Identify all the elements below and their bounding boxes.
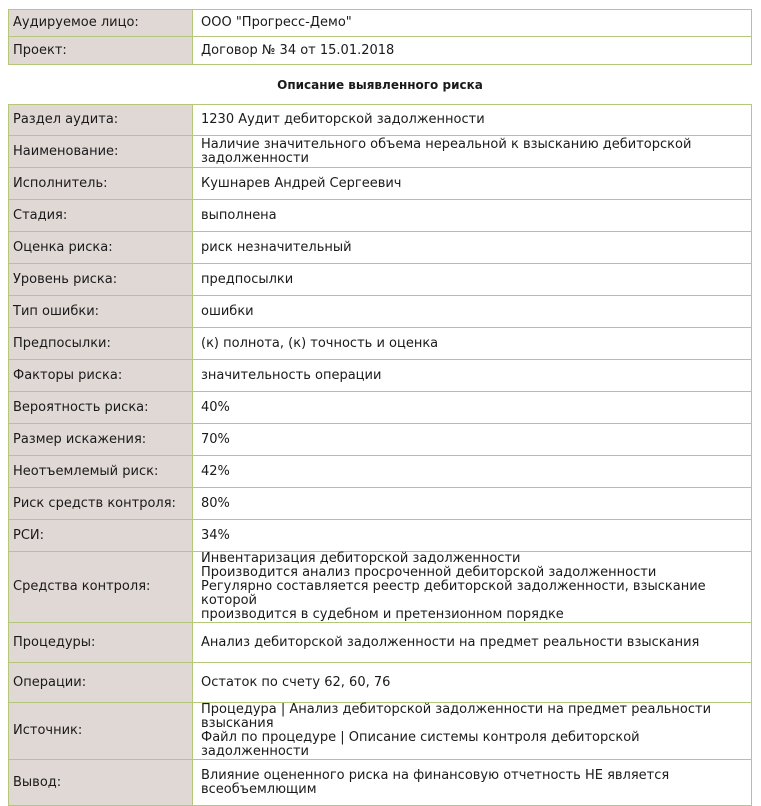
audit-section-value: 1230 Аудит дебиторской задолженности — [193, 104, 752, 136]
stage-row — [8, 200, 752, 232]
name-row — [8, 136, 752, 168]
executor-value: Кушнарев Андрей Сергеевич — [193, 168, 752, 200]
audit-section-row — [8, 104, 752, 136]
distortion-label: Размер искажения: — [8, 424, 193, 456]
name-line: Наличие значительного объема нереальной к взысканию дебиторской — [201, 136, 692, 152]
control-risk-value: 80% — [193, 488, 752, 520]
rsi-row — [8, 520, 752, 552]
audited-entity-row — [8, 9, 752, 37]
procedures-row — [8, 623, 752, 663]
audit-section-label: Раздел аудита: — [8, 104, 193, 136]
probability-row — [8, 392, 752, 424]
error-type-label: Тип ошибки: — [8, 296, 193, 328]
premises-row — [8, 328, 752, 360]
inherent-risk-value: 42% — [193, 456, 752, 488]
audited-entity-label: Аудируемое лицо: — [8, 9, 193, 37]
section-title: Описание выявленного риска — [277, 78, 483, 92]
controls-line: Регулярно составляется реестр дебиторской задолженности, взыскание которой — [201, 579, 706, 608]
assessment-row — [8, 232, 752, 264]
assessment-label: Оценка риска: — [8, 232, 193, 264]
project-label: Проект: — [8, 37, 193, 65]
inherent-risk-row — [8, 456, 752, 488]
premises-label: Предпосылки: — [8, 328, 193, 360]
stage-value: выполнена — [193, 200, 752, 232]
source-row — [8, 703, 752, 760]
stage-label: Стадия: — [8, 200, 193, 232]
error-type-value: ошибки — [193, 296, 752, 328]
controls-value — [193, 552, 752, 623]
factors-value: значительность операции — [193, 360, 752, 392]
premises-value: (к) полнота, (к) точность и оценка — [193, 328, 752, 360]
conclusion-value: Влияние оцененного риска на финансовую отчетность НЕ является всеобъемлющим — [193, 760, 752, 806]
project-value: Договор № 34 от 15.01.2018 — [193, 37, 752, 65]
source-line: Процедура | Анализ дебиторской задолженности на предмет реальности взыскания — [201, 702, 712, 731]
control-risk-row — [8, 488, 752, 520]
project-info-table — [8, 9, 752, 65]
factors-row — [8, 360, 752, 392]
control-risk-label: Риск средств контроля: — [8, 488, 193, 520]
source-line: Файл по процедуре | Описание системы контроля дебиторской задолженности — [201, 730, 640, 759]
controls-label: Средства контроля: — [8, 552, 193, 623]
distortion-row — [8, 424, 752, 456]
conclusion-row — [8, 760, 752, 806]
probability-label: Вероятность риска: — [8, 392, 193, 424]
controls-line: Производится анализ просроченной дебиторской задолженности — [201, 565, 657, 580]
procedures-label: Процедуры: — [8, 623, 193, 663]
operations-value: Остаток по счету 62, 60, 76 — [193, 663, 752, 703]
level-value: предпосылки — [193, 264, 752, 296]
operations-label: Операции: — [8, 663, 193, 703]
rsi-label: РСИ: — [8, 520, 193, 552]
source-value — [193, 703, 752, 760]
name-value — [193, 136, 752, 168]
executor-label: Исполнитель: — [8, 168, 193, 200]
level-row — [8, 264, 752, 296]
procedures-value: Анализ дебиторской задолженности на предмет реальности взыскания — [193, 623, 752, 663]
controls-line: производится в судебном и претензионном порядке — [201, 607, 564, 622]
level-label: Уровень риска: — [8, 264, 193, 296]
conclusion-label: Вывод: — [8, 760, 193, 806]
distortion-value: 70% — [193, 424, 752, 456]
name-line: задолженности — [201, 150, 309, 166]
rsi-value: 34% — [193, 520, 752, 552]
probability-value: 40% — [193, 392, 752, 424]
name-label: Наименование: — [8, 136, 193, 168]
inherent-risk-label: Неотъемлемый риск: — [8, 456, 193, 488]
controls-row — [8, 552, 752, 623]
risk-description-table — [8, 104, 752, 806]
error-type-row — [8, 296, 752, 328]
executor-row — [8, 168, 752, 200]
factors-label: Факторы риска: — [8, 360, 193, 392]
audited-entity-value: ООО "Прогресс-Демо" — [193, 9, 752, 37]
source-label: Источник: — [8, 703, 193, 760]
assessment-value: риск незначительный — [193, 232, 752, 264]
operations-row — [8, 663, 752, 703]
project-row — [8, 37, 752, 65]
controls-line: Инвентаризация дебиторской задолженности — [201, 551, 521, 566]
